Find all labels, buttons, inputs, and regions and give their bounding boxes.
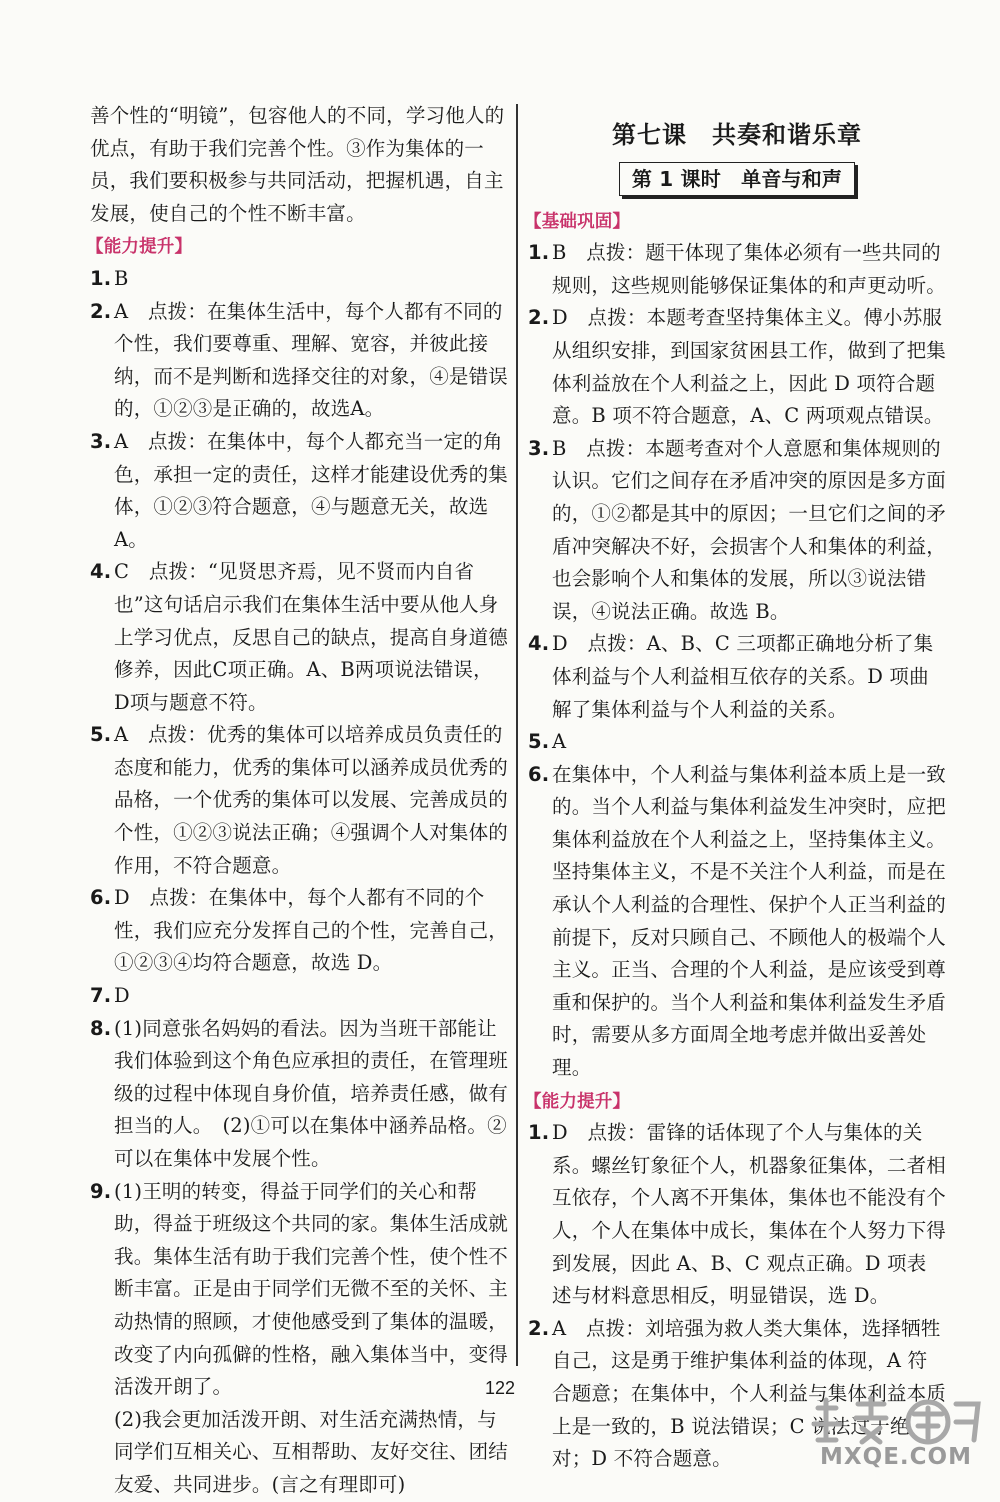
right-column xyxy=(524,100,947,1476)
answer-item xyxy=(90,980,508,1013)
left-column xyxy=(86,100,509,1502)
answer-text: 在集体中，个人利益与集体利益本质上是一致的。当个人利益与集体利益发生冲突时，应把集体利益放在个人利益之上，坚持集体主义。坚持集体主义，不是不关注个人利益，而是在承认个人利益的合理性、保护个人正当利益的前提下，反对只顾自己、不顾他人的极端个人主义。正当、合理的个人利益，是应该受到尊重和保护的。当个人利益和集体利益发生矛盾时，需要从多方面周全地考虑并做出妥善处理。 xyxy=(552,762,947,1080)
answer-text: (1)同意张名妈妈的看法。因为当班干部能让我们体验到这个角色应承担的责任，在管理班级的过程中体现自身价值，培养责任感，做有担当的人。 (2)①可以在集体中涵养品格。②可以在集体中发展个性。 xyxy=(114,1016,509,1170)
answer-number: 6. xyxy=(528,762,550,786)
answer-item xyxy=(528,1117,946,1313)
answer-number: 8. xyxy=(90,1016,112,1040)
answer-number: 9. xyxy=(90,1179,112,1203)
answer-number: 5. xyxy=(528,730,550,754)
answer-item xyxy=(90,882,508,980)
answer-number: 4. xyxy=(528,632,550,656)
answer-item xyxy=(90,426,508,556)
answer-item xyxy=(90,263,508,296)
section-heading-ability: 【能力提升】 xyxy=(86,237,193,258)
answer-text: B xyxy=(114,266,129,290)
watermark-logo xyxy=(806,1394,986,1472)
answer-text: A 点拨：刘培强为救人类大集体，选择牺牲自己，这是勇于维护集体利益的体现，A 符合题意；在集体中，个人利益与集体利益本质上是一致的，B 说法错误；C 说法过于绝对；D 不符合题意。 xyxy=(552,1316,947,1471)
answer-item xyxy=(90,296,508,426)
answer-item xyxy=(528,759,946,1085)
answer-text: D 点拨：在集体中，每个人都有不同的个性，我们应充分发挥自己的个性，完善自己，①②③④均符合题意，故选 D。 xyxy=(114,886,509,975)
section-heading-basics: 【基础巩固】 xyxy=(524,211,631,232)
answer-text: A 点拨：在集体中，每个人都充当一定的角色，承担一定的责任，这样才能建设优秀的集体，①②③符合题意，④与题意无关，故选 A。 xyxy=(114,429,509,551)
basics-answer-list xyxy=(528,237,946,1084)
answer-item xyxy=(528,726,946,759)
answer-item xyxy=(90,719,508,882)
watermark-graphic xyxy=(806,1394,986,1450)
answer-number: 3. xyxy=(90,429,112,453)
answer-item xyxy=(90,556,508,719)
watermark-text: MXQE.COM xyxy=(820,1444,972,1470)
lesson-title: 第七课 共奏和谐乐章 xyxy=(612,121,862,149)
answer-item xyxy=(528,237,946,302)
left-answer-list xyxy=(90,263,508,1404)
answer-text: C 点拨：“见贤思齐焉，见不贤而内自省也”这句话启示我们在集体生活中要从他人身上学习优点，反思自己的缺点，提高自身道德修养，因此C项正确。A、B两项说法错误，D项与题意不符。 xyxy=(114,560,509,714)
answer-text: D 点拨：A、B、C 三项都正确地分析了集体利益与个人利益相互依存的关系。D 项曲解了集体利益与个人利益的关系。 xyxy=(552,632,934,721)
answer-item xyxy=(528,628,946,726)
page-number: 122 xyxy=(484,1378,516,1398)
answer-number: 3. xyxy=(528,436,550,460)
answer-number: 1. xyxy=(528,1121,550,1145)
answer-number: 1. xyxy=(90,266,112,290)
answer-text: D 点拨：本题考查坚持集体主义。傅小苏服从组织安排，到国家贫困县工作，做到了把集体利益放在个人利益之上，因此 D 项符合题意。B 项不符合题意，A、C 两项观点错误。 xyxy=(552,306,947,428)
answer-item xyxy=(528,433,946,629)
answer-number: 6. xyxy=(90,886,112,910)
answer-text: A 点拨：在集体生活中，每个人都有不同的个性，我们要尊重、理解、宽容，并彼此接纳，而不是判断和选择交往的对象，④是错误的，①②③是正确的，故选A。 xyxy=(114,299,509,421)
answer-text: B 点拨：本题考查对个人意愿和集体规则的认识。它们之间存在矛盾冲突的原因是多方面的，①②都是其中的原因；一旦它们之间的矛盾冲突解决不好，会损害个人和集体的利益，也会影响个人和集体的发展，所以③说法错误，④说法正确。故选 B。 xyxy=(552,436,947,623)
section-heading-ability-right: 【能力提升】 xyxy=(524,1091,631,1112)
answer-number: 2. xyxy=(528,306,550,330)
lesson-subtitle: 第 1 课时 单音与和声 xyxy=(619,162,855,196)
answer-text: A xyxy=(552,730,567,754)
answer-number: 5. xyxy=(90,723,112,747)
answer-text: A 点拨：优秀的集体可以培养成员负责任的态度和能力，优秀的集体可以涵养成员优秀的品格，一个优秀的集体可以发展、完善成员的个性，①②③说法正确；④强调个人对集体的作用，不符合题意。 xyxy=(114,723,509,877)
answer-text: B 点拨：题干体现了集体必须有一些共同的规则，这些规则能够保证集体的和声更动听。 xyxy=(552,241,947,297)
answer-text: D 点拨：雷锋的话体现了个人与集体的关系。螺丝钉象征个人，机器象征集体，二者相互依存，个人离不开集体，集体也不能没有个人，个人在集体中成长，集体在个人努力下得到发展，因此 A、B、C 观点正确。D 项表述与材料意思相反，明显错误，选 D。 xyxy=(552,1121,947,1308)
answer-number: 4. xyxy=(90,560,112,584)
answer-number: 2. xyxy=(528,1316,550,1340)
answer-item xyxy=(528,302,946,432)
answer-number: 7. xyxy=(90,984,112,1008)
answer-item xyxy=(90,1013,508,1176)
answer-text: (1)王明的转变，得益于同学们的关心和帮助，得益于班级这个共同的家。集体生活成就我。集体生活有助于我们完善个性，使个性不断丰富。正是由于同学们无微不至的关怀、主动热情的照顾，才使他感受到了集体的温暖，改变了内向孤僻的性格，融入集体当中，变得活泼开朗了。 xyxy=(114,1179,509,1399)
column-divider xyxy=(516,104,518,1366)
answer-number: 1. xyxy=(528,241,550,265)
answer-text: D xyxy=(114,984,130,1008)
left-top-paragraph: 善个性的“明镜”，包容他人的不同，学习他人的优点，有助于我们完善个性。③作为集体的一员，我们要积极参与共同活动，把握机遇，自主发展，使自己的个性不断丰富。 xyxy=(90,104,505,225)
answer-number: 2. xyxy=(90,299,112,323)
answer-9-part-2: (2)我会更加活泼开朗、对生活充满热情，与同学们互相关心、互相帮助、友好交往、团结友爱、共同进步。(言之有理即可) xyxy=(114,1407,509,1496)
answer-item xyxy=(90,1176,508,1404)
